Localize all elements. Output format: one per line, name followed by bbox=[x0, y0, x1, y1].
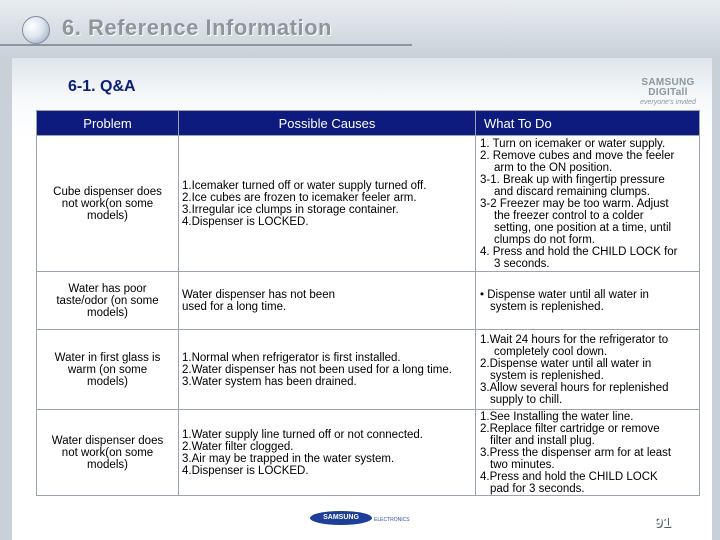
what-to-do-cell bbox=[476, 272, 700, 330]
cause-line: 1.Normal when refrigerator is first installed. bbox=[182, 351, 401, 364]
problem-line: warm (on some bbox=[67, 363, 148, 376]
what-to-do-line: 2. Remove cubes and move the feeler bbox=[480, 149, 675, 162]
what-to-do-line: 3.Allow several hours for replenished bbox=[480, 381, 669, 394]
what-to-do-cell bbox=[476, 410, 700, 496]
cause-line: 1.Water supply line turned off or not connected. bbox=[182, 428, 424, 441]
problem-line: not work(on some bbox=[61, 446, 154, 459]
cause-line: 2.Water filter clogged. bbox=[182, 440, 294, 453]
problem-cell bbox=[37, 410, 179, 496]
what-to-do-line: 1. Turn on icemaker or water supply. bbox=[480, 137, 666, 150]
cause-line: 4.Dispenser is LOCKED. bbox=[182, 215, 309, 228]
problem-line: models) bbox=[87, 375, 128, 388]
what-to-do-cell bbox=[476, 330, 700, 410]
what-to-do-line: 3-1. Break up with fingertip pressure bbox=[480, 173, 665, 186]
what-to-do-cell bbox=[476, 136, 700, 272]
causes-cell bbox=[179, 272, 476, 330]
table-row bbox=[37, 136, 700, 272]
what-to-do-line: two minutes. bbox=[490, 458, 555, 471]
what-to-do-line: and discard remaining clumps. bbox=[494, 185, 650, 198]
problem-cell bbox=[37, 136, 179, 272]
problem-line: Water dispenser does bbox=[51, 434, 164, 447]
problem-line: models) bbox=[87, 306, 128, 319]
cause-line: Water dispenser has not been bbox=[182, 288, 335, 301]
causes-cell bbox=[179, 330, 476, 410]
what-to-do-line: filter and install plug. bbox=[490, 434, 595, 447]
qa-table bbox=[36, 110, 700, 496]
what-to-do-line: 3-2 Freezer may be too warm. Adjust bbox=[480, 197, 669, 210]
right-border bbox=[712, 58, 720, 540]
cause-line: 3.Irregular ice clumps in storage container. bbox=[182, 203, 399, 216]
what-to-do-line: setting, one position at a time, until bbox=[494, 221, 672, 234]
left-border bbox=[0, 58, 12, 540]
bullet-circle-icon bbox=[22, 16, 50, 44]
what-to-do-line: 2.Dispense water until all water in bbox=[480, 357, 652, 370]
problem-line: Water has poor bbox=[68, 282, 147, 295]
problem-line: models) bbox=[87, 458, 128, 471]
header-rule bbox=[0, 44, 412, 46]
what-to-do-line: 3.Press the dispenser arm for at least bbox=[480, 446, 672, 459]
cause-line: 3.Air may be trapped in the water system. bbox=[182, 452, 395, 465]
what-to-do-line: clumps do not form. bbox=[494, 233, 595, 246]
what-to-do-line: 3 seconds. bbox=[494, 257, 550, 270]
what-to-do-line: completely cool down. bbox=[494, 345, 608, 358]
causes-cell bbox=[179, 136, 476, 272]
page-title: 6. Reference Information bbox=[62, 15, 332, 40]
cause-line: 4.Dispenser is LOCKED. bbox=[182, 464, 309, 477]
what-to-do-line: 1.See Installing the water line. bbox=[480, 410, 634, 423]
samsung-electronics-logo: SAMSUNG ELECTRONICS bbox=[310, 511, 406, 533]
cause-line: 1.Icemaker turned off or water supply turned off. bbox=[182, 179, 427, 192]
table-row bbox=[37, 330, 700, 410]
problem-line: Cube dispenser does bbox=[53, 185, 162, 198]
cause-line: 2.Ice cubes are frozen to icemaker feeler arm. bbox=[182, 191, 417, 204]
what-to-do-line: system is replenished. bbox=[490, 300, 604, 313]
what-to-do-line: system is replenished. bbox=[490, 369, 604, 382]
cause-line: used for a long time. bbox=[182, 300, 287, 313]
section-title: 6-1. Q&A bbox=[68, 78, 136, 95]
what-to-do-line: • Dispense water until all water in bbox=[480, 288, 649, 301]
samsung-digitall-logo: SAMSUNG DIGITall everyone's invited bbox=[640, 77, 696, 106]
table-row bbox=[37, 410, 700, 496]
problem-cell bbox=[37, 330, 179, 410]
header-what-to-do: What To Do bbox=[476, 111, 700, 136]
what-to-do-line: 4. Press and hold the CHILD LOCK for bbox=[480, 245, 678, 258]
header-problem: Problem bbox=[37, 111, 179, 136]
causes-cell bbox=[179, 410, 476, 496]
what-to-do-line: arm to the ON position. bbox=[494, 161, 613, 174]
header-possible-causes: Possible Causes bbox=[179, 111, 476, 136]
what-to-do-line: 2.Replace filter cartridge or remove bbox=[480, 422, 660, 435]
what-to-do-line: the freezer control to a colder bbox=[494, 209, 644, 222]
cause-line: 2.Water dispenser has not been used for a long time. bbox=[182, 363, 452, 376]
problem-line: taste/odor (on some bbox=[56, 294, 159, 307]
what-to-do-line: 1.Wait 24 hours for the refrigerator to bbox=[480, 333, 669, 346]
table-header-row bbox=[37, 111, 700, 136]
what-to-do-line: pad for 3 seconds. bbox=[490, 482, 585, 495]
what-to-do-line: 4.Press and hold the CHILD LOCK bbox=[480, 470, 658, 483]
problem-line: models) bbox=[87, 209, 128, 222]
problem-line: not work(on some bbox=[61, 197, 154, 210]
page-number: 91 bbox=[654, 514, 671, 531]
table-row bbox=[37, 272, 700, 330]
what-to-do-line: supply to chill. bbox=[490, 393, 563, 406]
problem-line: Water in first glass is bbox=[54, 351, 161, 364]
cause-line: 3.Water system has been drained. bbox=[182, 375, 357, 388]
problem-cell bbox=[37, 272, 179, 330]
